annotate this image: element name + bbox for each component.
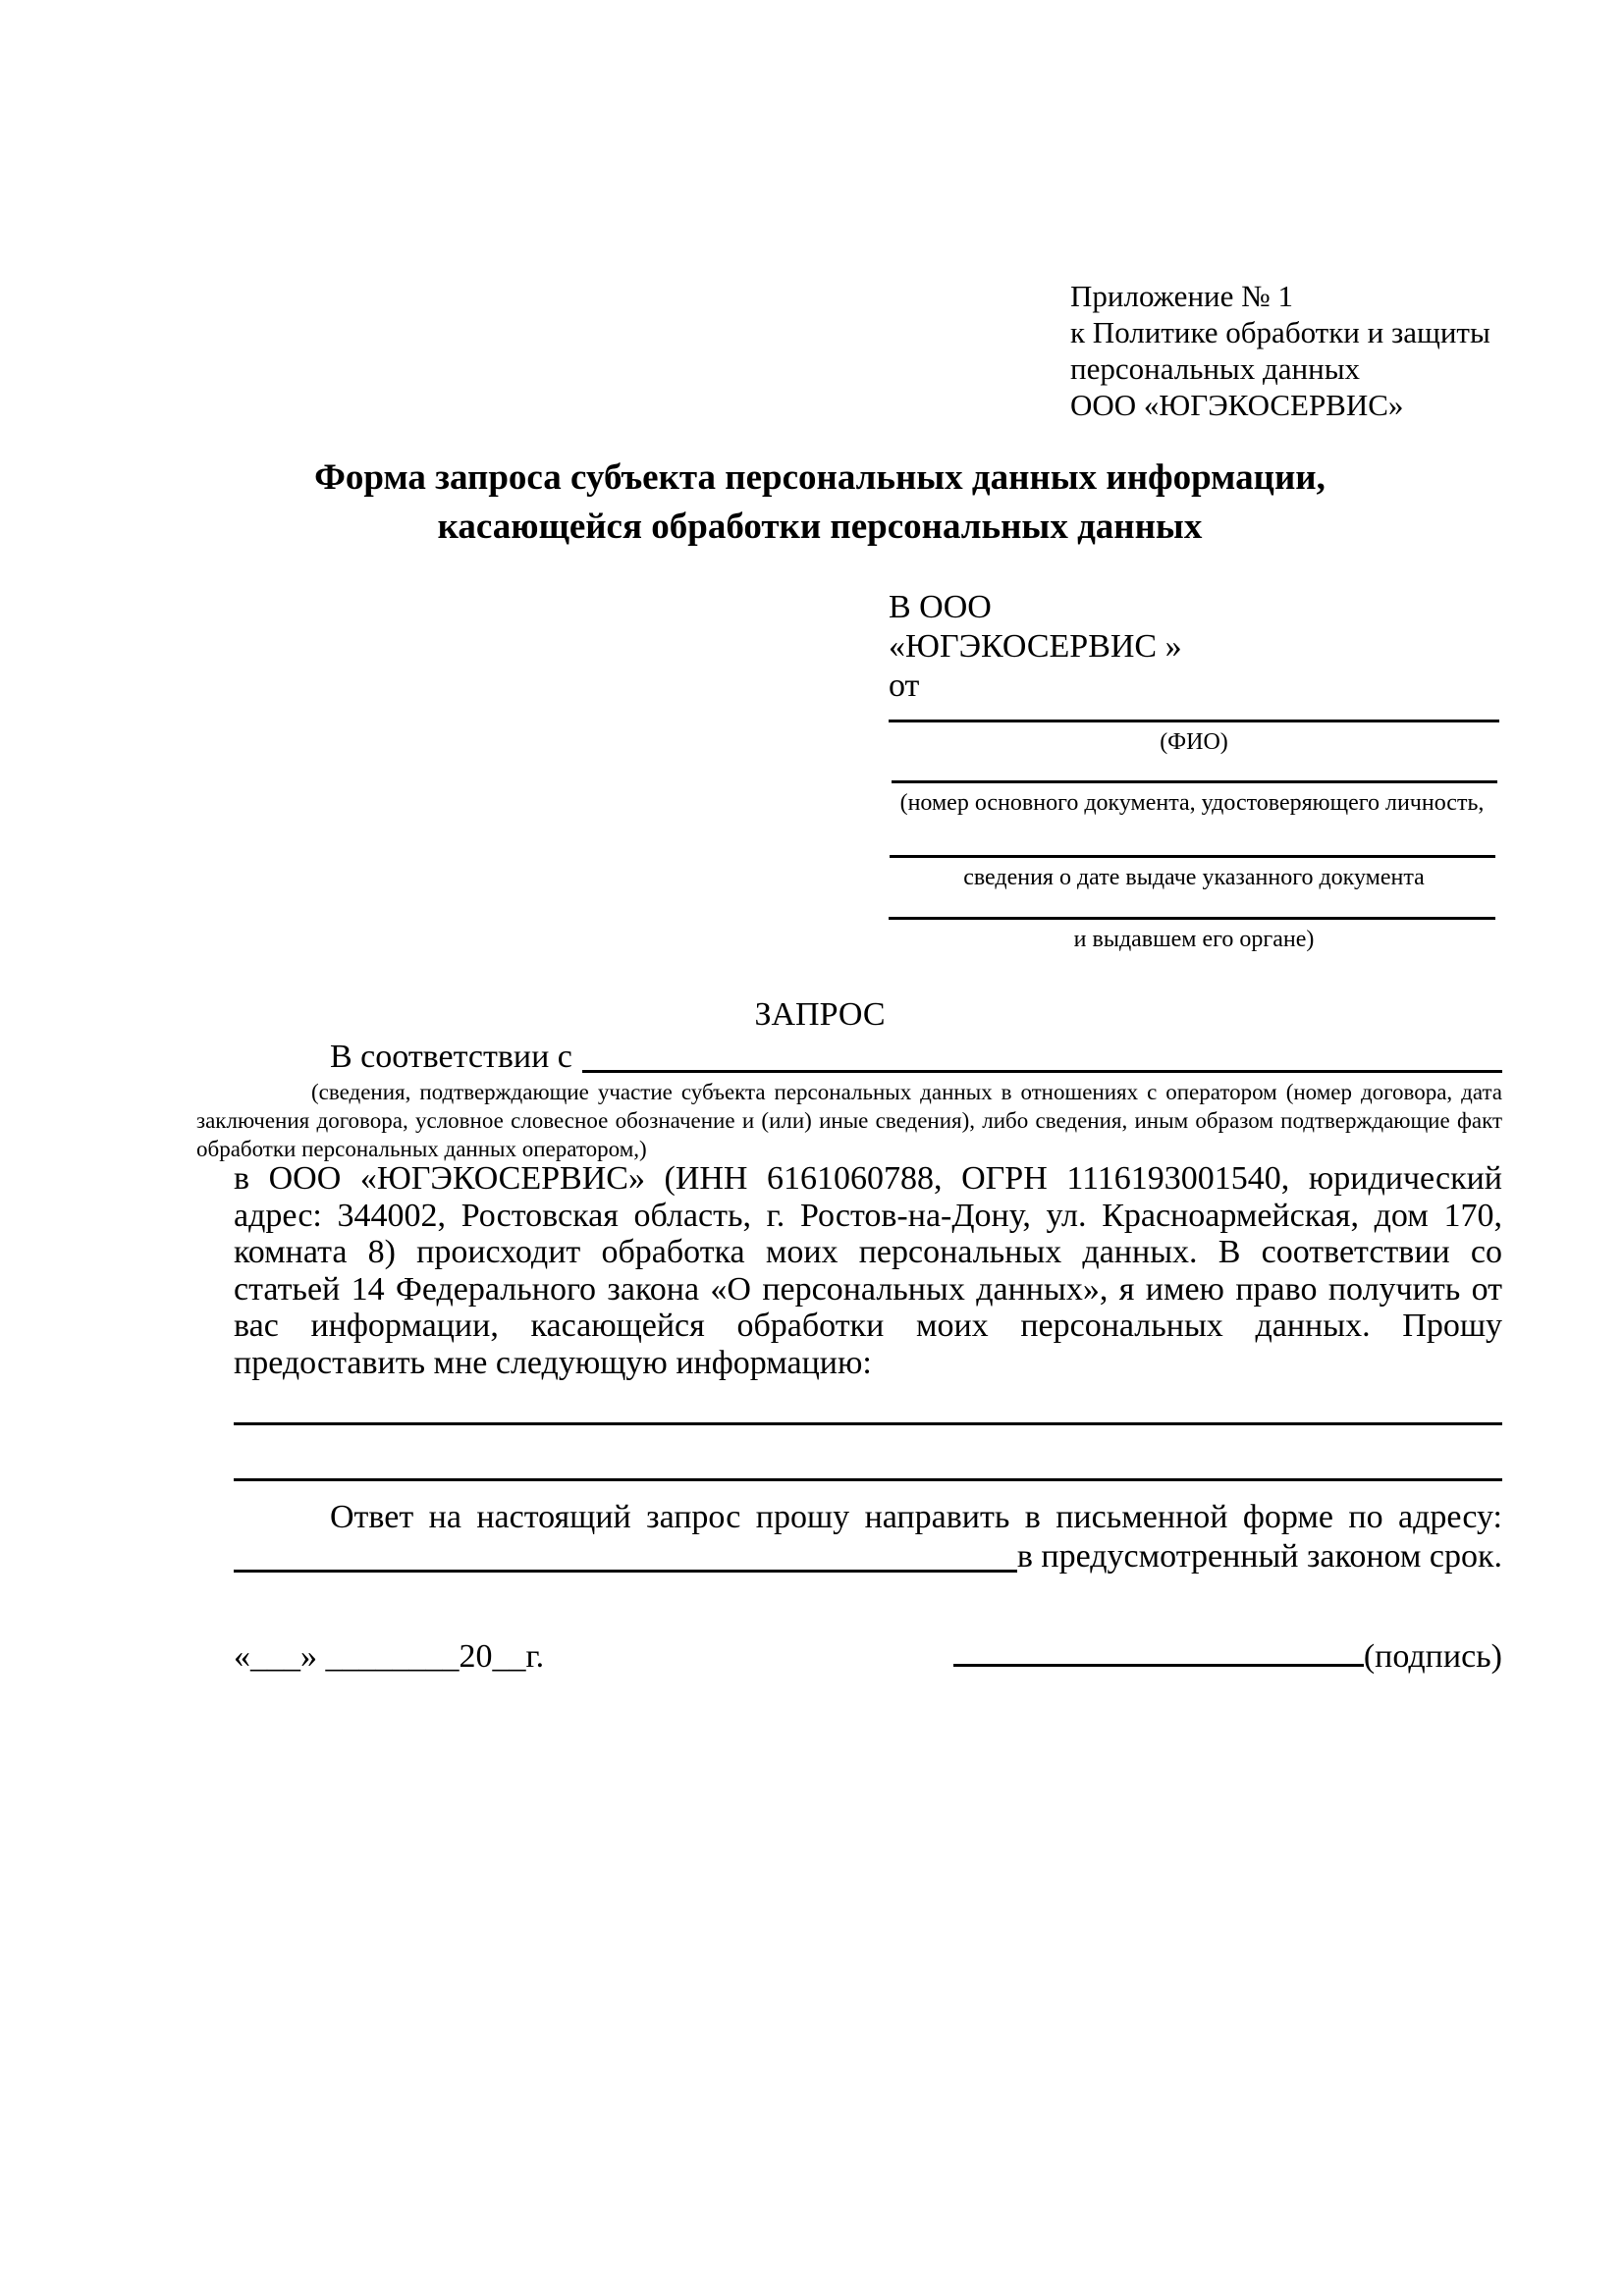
appendix-company: ООО «ЮГЭКОСЕРВИС» [1070,388,1404,422]
issuing-authority-caption: и выдавшем его органе) [1073,927,1315,952]
reply-address-blank-field[interactable] [234,1537,1017,1573]
reply-address-row [234,1537,1502,1576]
fio-caption: (ФИО) [1160,729,1228,755]
date-signature-row [234,1637,1502,1677]
document-number-blank-field[interactable] [892,780,1497,783]
appendix-policy-ref: к Политике обработки и защиты [1070,315,1490,349]
accordance-row [330,1038,1502,1077]
signature-blank-field[interactable] [953,1663,1364,1667]
reply-deadline-text: в предусмотренный законом срок. [1016,1538,1502,1575]
accordance-blank-field[interactable] [582,1038,1502,1073]
page-title: Форма запроса субъекта персональных данных информации, [314,457,1326,498]
addressee-block [889,588,1499,706]
request-body-paragraph: в ООО «ЮГЭКОСЕРВИС» (ИНН 6161060788, ОГРН 1116193001540, юридический адрес: 344002, Ростовская область, г. Ростов-на-Дону, ул. Красноармейская, дом 170, комната 8) происходит обработка моих персональных данных. В соответствии со статьей 14 Федерального закона «О персональных данных», я имею право получить от вас информации, касающейся обработки моих персональных данных. Прошу предоставить мне следующую информацию: [234,1160,1502,1381]
appendix-number: Приложение № 1 [1070,279,1293,313]
appendix-header [1070,278,1532,423]
issue-date-caption: сведения о дате выдаче указанного документа [963,865,1425,890]
accordance-prefix: В соответствии с [330,1039,572,1075]
information-blank-field-2[interactable] [234,1478,1502,1481]
fio-blank-field[interactable] [889,720,1499,722]
appendix-policy-ref2: персональных данных [1070,351,1361,386]
addressee-company: «ЮГЭКОСЕРВИС » [889,628,1182,665]
addressee-to: В ООО [889,589,992,625]
document-number-caption: (номер основного документа, удостоверяющего личность, [899,790,1485,816]
signature-caption: (подпись) [1363,1638,1502,1675]
issue-date-blank-field[interactable] [890,855,1495,858]
signature-group [953,1637,1502,1677]
date-blank-field[interactable]: «___» ________20__г. [234,1638,545,1675]
page-title-line2: касающейся обработки персональных данных [437,507,1203,547]
addressee-from: от [889,667,920,704]
reply-address-sentence: Ответ на настоящий запрос прошу направить в письменной форме по адресу: [330,1499,1502,1535]
accordance-footnote: (сведения, подтверждающие участие субъекта персональных данных в отношениях с оператором (номер договора, дата заключения договора, условное словесное обозначение и (или) иные сведения), либо сведения, иным образом подтверждающие факт обработки персональных данных оператором,) [196,1080,1502,1161]
request-heading: ЗАПРОС [754,996,886,1033]
issuing-authority-blank-field[interactable] [889,917,1495,920]
information-blank-field-1[interactable] [234,1422,1502,1425]
